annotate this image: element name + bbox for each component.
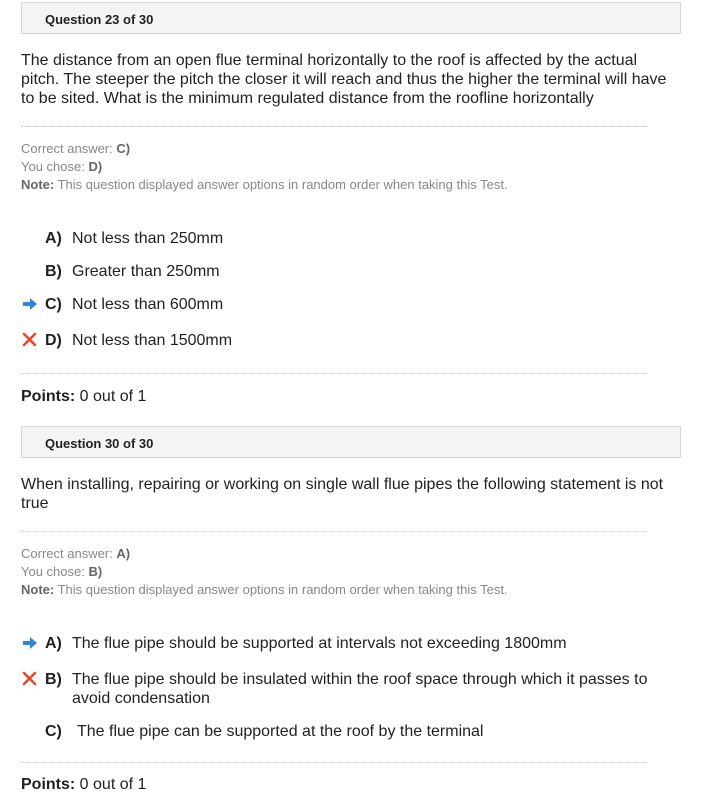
option-text: The flue pipe should be insulated within the roof space through which it passes to avoid condensation — [72, 671, 648, 707]
question-header — [21, 2, 681, 34]
correct-answer-value: C) — [116, 141, 131, 156]
points-value: 0 out of 1 — [79, 388, 147, 405]
you-chose-line: You chose: B) — [21, 564, 103, 579]
option-letter: C) — [45, 296, 62, 313]
points-value: 0 out of 1 — [79, 776, 147, 793]
correct-answer-line: Correct answer: C) — [21, 141, 131, 156]
points-label: Points: — [21, 776, 76, 793]
option-letter: B) — [45, 671, 62, 688]
arrow-icon — [22, 296, 40, 314]
option-text: The flue pipe should be supported at intervals not exceeding 1800mm — [72, 635, 567, 652]
option-text: Not less than 250mm — [72, 230, 224, 247]
points-line — [21, 776, 146, 794]
option-letter: A) — [45, 230, 62, 247]
option-letter: A) — [45, 635, 62, 652]
option-letter: D) — [45, 332, 62, 349]
note-line: Note: This question displayed answer options in random order when taking this Test. — [21, 582, 508, 597]
cross-icon — [22, 671, 40, 689]
question-text: When installing, repairing or working on single wall flue pipes the following statement is not true — [21, 476, 664, 512]
option-letter: B) — [45, 263, 62, 280]
question-number: Question 30 of 30 — [45, 436, 154, 451]
divider — [21, 762, 647, 763]
correct-answer-value: A) — [116, 546, 131, 561]
chosen-answer-value: D) — [88, 159, 103, 174]
cross-icon — [22, 332, 40, 350]
divider — [21, 126, 647, 127]
answer-summary — [21, 545, 508, 599]
option-text: The flue pipe can be supported at the roof by the terminal — [77, 723, 484, 740]
question-number: Question 23 of 30 — [45, 12, 154, 27]
option-text: Not less than 600mm — [72, 296, 224, 313]
option-text: Greater than 250mm — [72, 263, 220, 280]
points-label: Points: — [21, 388, 76, 405]
points-line — [21, 388, 146, 406]
option-letter: C) — [45, 723, 62, 740]
chosen-answer-value: B) — [88, 564, 103, 579]
divider — [21, 373, 647, 374]
answer-summary — [21, 140, 508, 194]
arrow-icon — [22, 635, 40, 653]
correct-answer-line: Correct answer: A) — [21, 546, 131, 561]
question-header — [21, 426, 681, 458]
question-text: The distance from an open flue terminal horizontally to the roof is affected by the actual pitch. The steeper the pitch the closer it will reach and thus the higher the terminal will have to be sited. What is the minimum regulated distance from the roofline horizontally — [21, 52, 667, 107]
option-text: Not less than 1500mm — [72, 332, 233, 349]
you-chose-line: You chose: D) — [21, 159, 103, 174]
divider — [21, 531, 647, 532]
note-line: Note: This question displayed answer options in random order when taking this Test. — [21, 177, 508, 192]
